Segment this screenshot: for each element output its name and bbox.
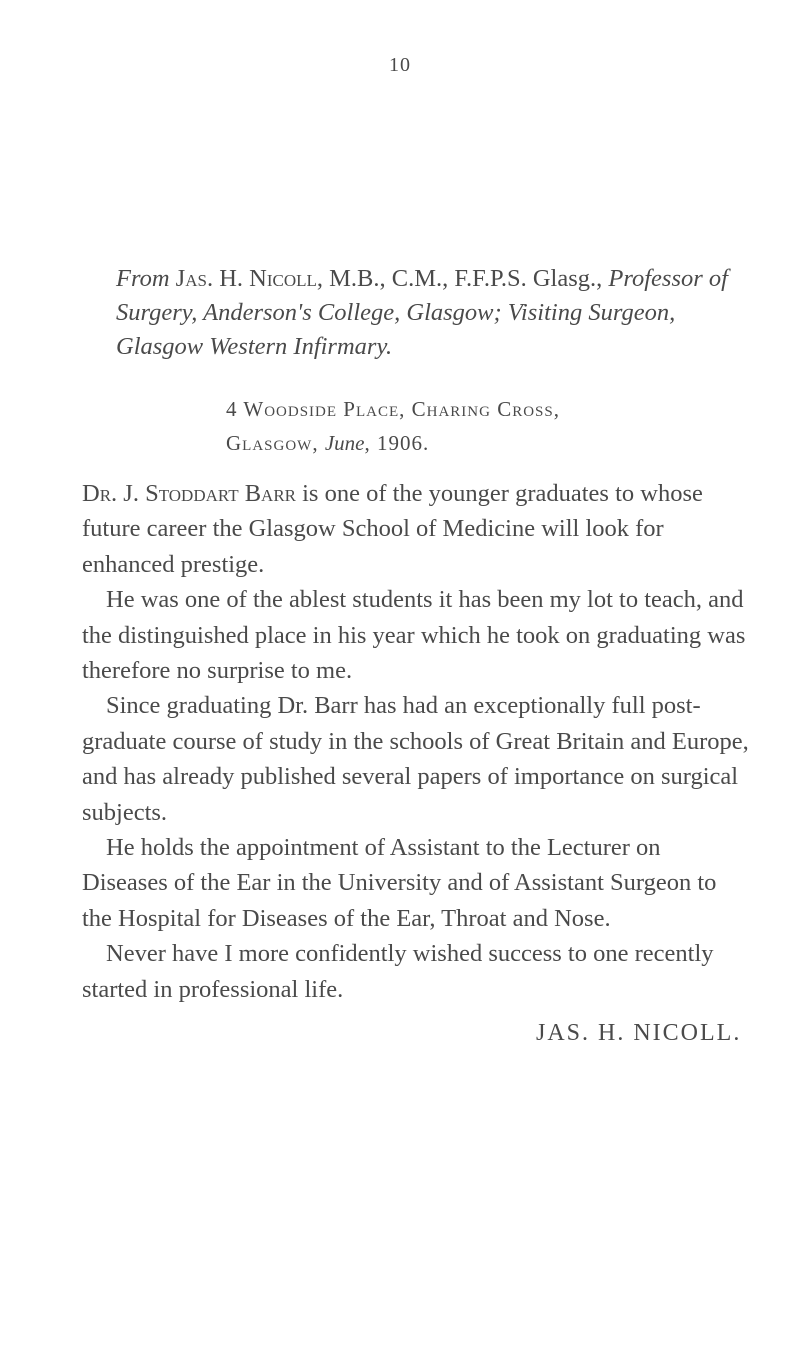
address-city: Glasgow, [226, 431, 325, 455]
author-titles: Professor of Surgery, Anderson's College, Glasgow; Visiting Surgeon, Glasgow Western Infirmary. [116, 265, 728, 360]
letter-paragraph: Since graduating Dr. Barr has had an exceptionally full post-graduate course of study in the schools of Great Britain and Europe, and has already published several papers of importance on surgical subjects. [82, 692, 749, 826]
subject-name: Dr. J. Stoddart Barr [82, 480, 296, 507]
letter-paragraph: Never have I more confidently wished success to one recently started in professional life. [82, 940, 714, 1003]
letter-paragraph: He holds the appointment of Assistant to the Lecturer on Diseases of the Ear in the University and of Assistant Surgeon to the Hospital for Diseases of the Ear, Throat and Nose. [82, 834, 717, 932]
date-line [226, 426, 746, 460]
author-name: Jas. H. Nicoll [175, 265, 317, 292]
paragraph-text: is one of the younger graduates to whose future career the Glasgow School of Medicine will look for enhanced prestige. [82, 480, 703, 578]
address-block [226, 392, 746, 460]
letter-paragraph [82, 476, 752, 582]
date-year: , 1906. [364, 431, 430, 455]
signature: JAS. H. NICOLL. [536, 1020, 742, 1046]
date-month: June [324, 431, 365, 455]
address-line: 4 Woodside Place, Charing Cross, [226, 397, 560, 421]
letter-body [82, 476, 752, 1007]
letter-paragraph: He was one of the ablest students it has been my lot to teach, and the distinguished place in his year which he took on graduating was therefore no surprise to me. [82, 586, 746, 685]
author-degrees: , M.B., C.M., F.F.P.S. Glasg., [316, 265, 609, 292]
letter-header [116, 262, 752, 364]
from-word: From [116, 265, 170, 292]
page-number: 10 [389, 54, 411, 76]
